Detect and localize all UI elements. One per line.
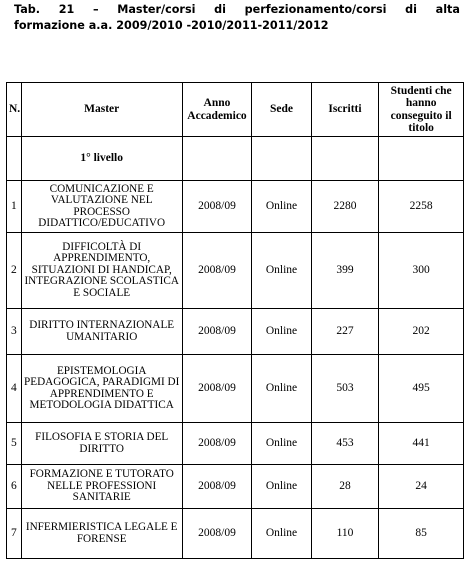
- cell-master: INFERMIERISTICA LEGALE E FORENSE: [21, 509, 182, 559]
- cell-master: FILOSOFIA E STORIA DEL DIRITTO: [21, 423, 182, 465]
- cell-master: DIRITTO INTERNAZIONALE UMANITARIO: [21, 309, 182, 355]
- cell-sede: Online: [252, 309, 311, 355]
- caption-line-2: formazione a.a. 2009/2010 -2010/2011-2011/2012: [14, 19, 329, 32]
- table-row: [7, 355, 464, 423]
- cell-n: 3: [7, 309, 22, 355]
- cell-anno: 2008/09: [182, 355, 252, 423]
- header-master: Master: [21, 83, 182, 137]
- cell-iscritti: 227: [311, 309, 379, 355]
- caption-word: di: [214, 3, 226, 16]
- cell-iscritti: 503: [311, 355, 379, 423]
- caption-word: perfezionamento/corsi: [244, 3, 387, 16]
- cell-studenti: 85: [379, 509, 464, 559]
- cell-sede: Online: [252, 181, 311, 233]
- cell-anno: 2008/09: [182, 465, 252, 509]
- cell-n: 7: [7, 509, 22, 559]
- cell-anno: 2008/09: [182, 309, 252, 355]
- table-row: [7, 309, 464, 355]
- cell-iscritti: 110: [311, 509, 379, 559]
- cell-master: EPISTEMOLOGIA PEDAGOGICA, PARADIGMI DI APPRENDIMENTO E METODOLOGIA DIDATTICA: [21, 355, 182, 423]
- caption-word: 21: [58, 3, 75, 16]
- caption-word: Tab.: [14, 3, 40, 16]
- table-row: [7, 423, 464, 465]
- cell-n: 2: [7, 233, 22, 309]
- cell-iscritti: 2280: [311, 181, 379, 233]
- cell-iscritti: 399: [311, 233, 379, 309]
- cell-anno: 2008/09: [182, 509, 252, 559]
- cell-studenti: 202: [379, 309, 464, 355]
- table-caption: [14, 2, 460, 34]
- cell-studenti: 441: [379, 423, 464, 465]
- cell-studenti: 495: [379, 355, 464, 423]
- table-row: [7, 509, 464, 559]
- table-row: [7, 233, 464, 309]
- empty-cell: [379, 137, 464, 181]
- cell-sede: Online: [252, 355, 311, 423]
- cell-sede: Online: [252, 465, 311, 509]
- cell-anno: 2008/09: [182, 233, 252, 309]
- cell-studenti: 24: [379, 465, 464, 509]
- header-iscritti: Iscritti: [311, 83, 379, 137]
- empty-cell: [182, 137, 252, 181]
- caption-word: –: [92, 3, 99, 16]
- header-studenti: Studenti che hanno conseguito il titolo: [379, 83, 464, 137]
- caption-line-1: [14, 2, 460, 18]
- caption-word: alta: [435, 3, 460, 16]
- table-row: [7, 465, 464, 509]
- level-label: 1° livello: [21, 137, 182, 181]
- cell-sede: Online: [252, 509, 311, 559]
- empty-cell: [311, 137, 379, 181]
- table-header-row: [7, 83, 464, 137]
- empty-cell: [7, 137, 22, 181]
- cell-iscritti: 28: [311, 465, 379, 509]
- cell-master: FORMAZIONE E TUTORATO NELLE PROFESSIONI SANITARIE: [21, 465, 182, 509]
- cell-n: 4: [7, 355, 22, 423]
- caption-word: Master/corsi: [117, 3, 196, 16]
- cell-iscritti: 453: [311, 423, 379, 465]
- level-row: [7, 137, 464, 181]
- cell-anno: 2008/09: [182, 181, 252, 233]
- empty-cell: [252, 137, 311, 181]
- header-anno: Anno Accademico: [182, 83, 252, 137]
- cell-n: 5: [7, 423, 22, 465]
- cell-master: DIFFICOLTÀ DI APPRENDIMENTO, SITUAZIONI DI HANDICAP, INTEGRAZIONE SCOLASTICA E SOCIALE: [21, 233, 182, 309]
- header-n: N.: [7, 83, 22, 137]
- cell-sede: Online: [252, 233, 311, 309]
- master-table: [6, 82, 464, 559]
- header-sede: Sede: [252, 83, 311, 137]
- cell-n: 1: [7, 181, 22, 233]
- cell-studenti: 300: [379, 233, 464, 309]
- cell-anno: 2008/09: [182, 423, 252, 465]
- cell-studenti: 2258: [379, 181, 464, 233]
- table-row: [7, 181, 464, 233]
- cell-n: 6: [7, 465, 22, 509]
- caption-word: di: [405, 3, 417, 16]
- cell-master: COMUNICAZIONE E VALUTAZIONE NEL PROCESSO DIDATTICO/EDUCATIVO: [21, 181, 182, 233]
- cell-sede: Online: [252, 423, 311, 465]
